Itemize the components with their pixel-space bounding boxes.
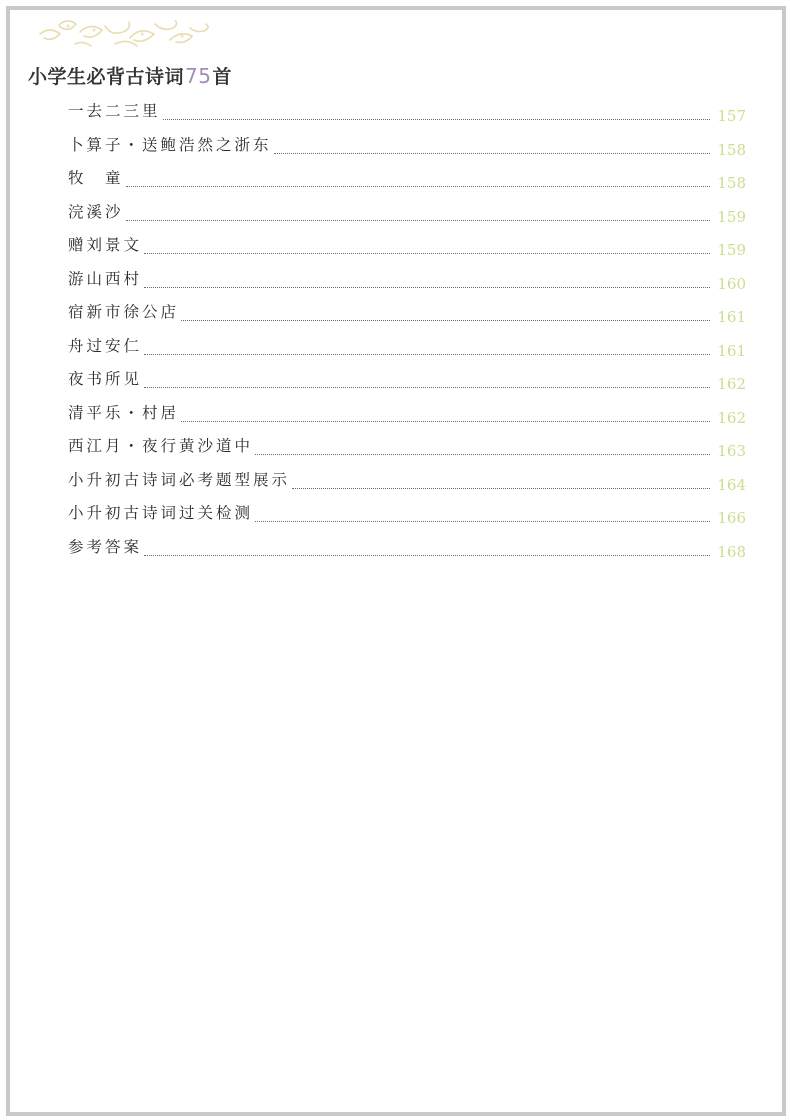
toc-entry-page: 166 <box>717 509 746 527</box>
toc-entry-page: 168 <box>717 542 746 561</box>
toc-entry-title: 夜书所见 <box>68 370 143 388</box>
toc-entry-page: 157 <box>717 107 746 125</box>
toc-entry-page: 161 <box>717 341 746 360</box>
toc-entry[interactable] <box>68 434 746 468</box>
toc-entry[interactable] <box>68 99 746 133</box>
toc-entry-title: 小升初古诗词过关检测 <box>68 504 254 522</box>
toc-entry-title: 参考答案 <box>68 537 143 556</box>
header-title-suffix: 首 <box>212 66 232 88</box>
toc-leader-dots <box>274 153 710 154</box>
toc-entry-title: 舟过安仁 <box>68 336 143 355</box>
toc-entry-title: 小升初古诗词必考题型展示 <box>68 470 291 489</box>
toc-leader-dots <box>144 555 710 556</box>
running-header <box>28 62 232 89</box>
toc-entry-title: 牧 童 <box>68 169 124 187</box>
toc-entry[interactable] <box>68 334 746 368</box>
toc-entry[interactable] <box>68 401 746 435</box>
toc-leader-dots <box>144 387 710 388</box>
toc-entry-title: 一去二三里 <box>68 102 161 120</box>
toc-entry-page: 160 <box>717 274 746 293</box>
toc-entry-page: 162 <box>717 408 746 427</box>
toc-entry-title: 西江月・夜行黄沙道中 <box>68 437 254 455</box>
toc-entry[interactable] <box>68 233 746 267</box>
table-of-contents <box>68 99 746 568</box>
toc-entry[interactable] <box>68 468 746 502</box>
toc-entry-page: 163 <box>717 442 746 460</box>
toc-entry-page: 158 <box>717 140 746 159</box>
toc-entry-page: 164 <box>717 475 746 494</box>
toc-leader-dots <box>181 421 710 422</box>
header-title-number: 75 <box>185 64 212 88</box>
toc-entry-title: 游山西村 <box>68 269 143 288</box>
cloud-scroll-ornament-icon <box>20 20 220 52</box>
toc-leader-dots <box>292 488 710 489</box>
toc-entry[interactable] <box>68 367 746 401</box>
toc-entry-title: 清平乐・村居 <box>68 403 180 422</box>
toc-entry[interactable] <box>68 267 746 301</box>
toc-entry-page: 159 <box>717 207 746 226</box>
toc-leader-dots <box>126 220 710 221</box>
toc-entry-page: 159 <box>717 241 746 259</box>
toc-entry[interactable] <box>68 300 746 334</box>
toc-leader-dots <box>255 454 710 455</box>
header-title-prefix: 小学生必背古诗词 <box>28 66 185 88</box>
toc-entry-title: 卜算子・送鲍浩然之浙东 <box>68 135 272 154</box>
toc-leader-dots <box>144 253 710 254</box>
toc-leader-dots <box>181 320 710 321</box>
toc-entry[interactable] <box>68 535 746 569</box>
toc-entry-title: 宿新市徐公店 <box>68 303 180 321</box>
ornament-graphic <box>20 20 220 52</box>
toc-leader-dots <box>144 354 710 355</box>
toc-entry[interactable] <box>68 133 746 167</box>
toc-leader-dots <box>144 287 710 288</box>
toc-entry-page: 162 <box>717 375 746 393</box>
toc-leader-dots <box>163 119 710 120</box>
toc-entry[interactable] <box>68 501 746 535</box>
toc-entry-title: 赠刘景文 <box>68 236 143 254</box>
toc-entry[interactable] <box>68 200 746 234</box>
toc-leader-dots <box>126 186 710 187</box>
toc-entry-page: 161 <box>717 308 746 326</box>
toc-entry-page: 158 <box>717 174 746 192</box>
toc-entry[interactable] <box>68 166 746 200</box>
toc-entry-title: 浣溪沙 <box>68 202 124 221</box>
toc-leader-dots <box>255 521 710 522</box>
